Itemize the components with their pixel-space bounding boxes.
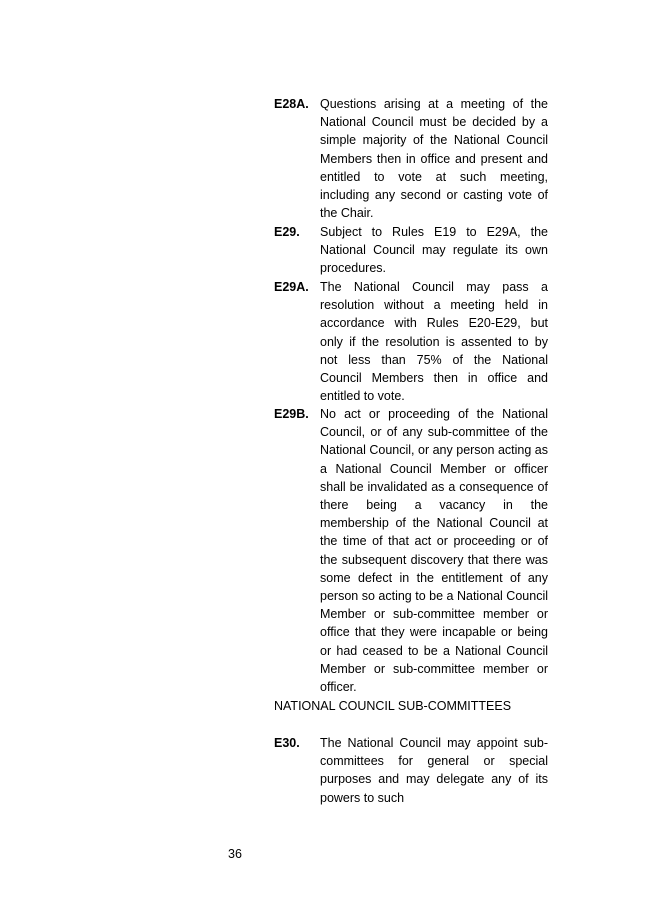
page-number: 36	[228, 847, 242, 861]
clause-text: The National Council may appoint sub-committees for general or special purposes and may delegate any of its powers to such	[320, 736, 548, 805]
clause-number: E29A.	[274, 280, 309, 294]
clause-number: E30.	[274, 736, 300, 750]
clause-number: E29B.	[274, 407, 309, 421]
clause-text: Subject to Rules E19 to E29A, the National Council may regulate its own procedures.	[320, 225, 548, 276]
section-heading: NATIONAL COUNCIL SUB-COMMITTEES	[274, 699, 512, 713]
clause-number: E28A.	[274, 97, 309, 111]
clause-number: E29.	[274, 225, 300, 239]
clause-text: Questions arising at a meeting of the National Council must be decided by a simple majority of the National Council Members then in office and present and entitled to vote at such meeting, including any second or casting vote of the Chair.	[320, 97, 548, 221]
clause-text: No act or proceeding of the National Council, or of any sub-committee of the National Council, or any person acting as a National Council Member or officer shall be invalidated as a consequence of there being a vacancy in the membership of the National Council at the time of that act or proceeding or of the subsequent discovery that there was some defect in the entitlement of any person so acting to be a National Council Member or sub-committee member or office that they were incapable or being or had ceased to be a National Council Member or sub-committee member or officer.	[320, 407, 548, 695]
clause-text: The National Council may pass a resolution without a meeting held in accordance with Rules E20-E29, but only if the resolution is assented to by not less than 75% of the National Council Members then in office and entitled to vote.	[320, 280, 548, 404]
